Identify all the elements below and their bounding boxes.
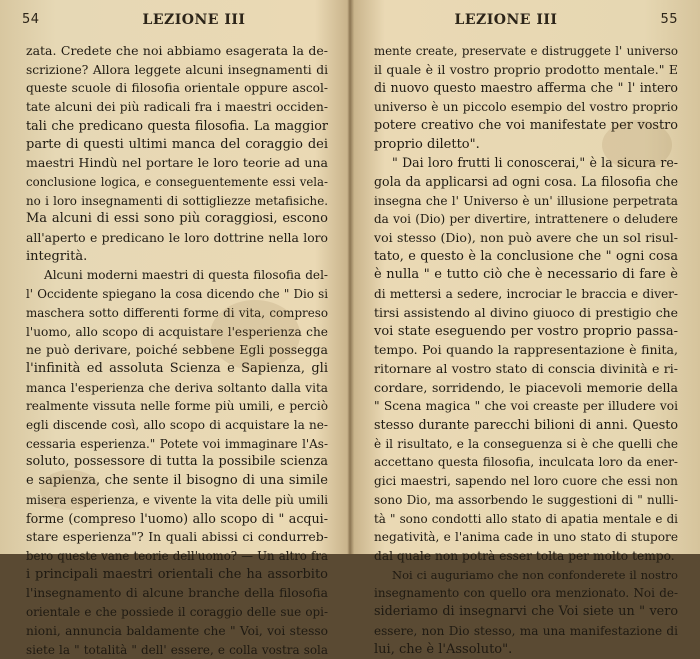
text-line: manca l'esperienza che deriva soltanto dalla vita xyxy=(26,379,328,398)
text-line: l' Occidente spiegano la cosa dicendo che " Dio si xyxy=(26,285,328,304)
text-line: no i loro insegnamenti di sottigliezze metafisiche. xyxy=(26,192,328,211)
text-line: negatività, e l'anima cade in uno stato di stupore xyxy=(374,528,678,547)
text-line: tempo. Poi quando la rappresentazione è finita, xyxy=(374,341,678,360)
text-line: conclusione logica, e conseguentemente essi vela- xyxy=(26,173,328,192)
left-running-head: LEZIONE III xyxy=(62,12,326,28)
text-line: essere, non Dio stesso, ma una manifestazione di xyxy=(374,622,678,641)
text-line: sideriamo di insegnarvi che Voi siete un " vero xyxy=(374,603,678,622)
text-line: " Dai loro frutti li conoscerai," è la sicura re- xyxy=(374,154,678,173)
text-line: maestri Hindù nel portare le loro teorie ad una xyxy=(26,154,328,173)
text-line: stesso durante parecchi bilioni di anni. Questo xyxy=(374,416,678,435)
text-line: è nulla " e tutto ciò che è necessario di fare è xyxy=(374,266,678,285)
text-line: è il risultato, e la conseguenza si è che quelli che xyxy=(374,435,678,454)
text-line: all'aperto e predicano le loro dottrine nella loro xyxy=(26,229,328,248)
text-line: stare esperienza"? In quali abissi ci condurreb- xyxy=(26,528,328,547)
text-line: voi state eseguendo per vostro proprio passa- xyxy=(374,323,678,342)
text-line: l'infinità ed assoluta Scienza e Sapienza, gli xyxy=(26,360,328,379)
text-line: di mettersi a sedere, incrociar le braccia e diver- xyxy=(374,285,678,304)
text-line: accettano questa filosofia, inculcata loro da ener- xyxy=(374,453,678,472)
text-line: maschera sotto differenti forme di vita, compreso xyxy=(26,304,328,323)
text-line: zata. Credete che noi abbiamo esagerata la de- xyxy=(26,42,328,61)
right-page-text xyxy=(374,42,678,659)
text-line: proprio diletto". xyxy=(374,136,678,155)
text-line: Ma alcuni di essi sono più coraggiosi, escono xyxy=(26,210,328,229)
text-line: dal quale non potrà esser tolta per molto tempo. xyxy=(374,547,678,566)
text-line: realmente vissuta nelle forme più umili, e perciò xyxy=(26,397,328,416)
text-line: cessaria esperienza." Potete voi immaginare l'As- xyxy=(26,435,328,454)
text-line: integrità. xyxy=(26,248,328,267)
text-line: scrizione? Allora leggete alcuni insegnamenti di xyxy=(26,61,328,80)
text-line: orientale e che possiede il coraggio delle sue opi- xyxy=(26,603,328,622)
text-line: gici maestri, sapendo nel loro cuore che essi non xyxy=(374,472,678,491)
text-line: cordare, sorridendo, le piacevoli memorie della xyxy=(374,379,678,398)
text-line: gola da applicarsi ad ogni cosa. La filosofia che xyxy=(374,173,678,192)
text-line: mente create, preservate e distruggete l' universo xyxy=(374,42,678,61)
text-line: bero queste vane teorie dell'uomo? — Un altro fra xyxy=(26,547,328,566)
right-page-header xyxy=(374,12,678,32)
text-line: voi stesso (Dio), non può avere che un sol risul- xyxy=(374,229,678,248)
left-page-header xyxy=(22,12,326,32)
right-page-number: 55 xyxy=(660,12,678,27)
text-line: egli discende così, allo scopo di acquistare la ne- xyxy=(26,416,328,435)
text-line: " Scena magica " che voi creaste per illudere voi xyxy=(374,397,678,416)
right-running-head: LEZIONE III xyxy=(374,12,638,28)
left-page-number: 54 xyxy=(22,12,40,27)
text-line: universo è un piccolo esempio del vostro proprio xyxy=(374,98,678,117)
text-line: i principali maestri orientali che ha assorbito xyxy=(26,566,328,585)
text-line: tato, e questo è la conclusione che " ogni cosa xyxy=(374,248,678,267)
text-line: soluto, possessore di tutta la possibile scienza xyxy=(26,453,328,472)
text-line: siete la " totalità " dell' essere, e colla vostra sola xyxy=(26,641,328,659)
text-line: il quale è il vostro proprio prodotto mentale." E xyxy=(374,61,678,80)
text-line: e sapienza, che sente il bisogno di una simile xyxy=(26,472,328,491)
text-line: insegna che l' Universo è un' illusione perpetrata xyxy=(374,192,678,211)
text-line: lui, che è l'Assoluto". xyxy=(374,641,678,659)
text-line: ne può derivare, poiché sebbene Egli possegga xyxy=(26,341,328,360)
text-line: tali che predicano questa filosofia. La maggior xyxy=(26,117,328,136)
text-line: parte di questi ultimi manca del coraggio dei xyxy=(26,136,328,155)
text-line: potere creativo che voi manifestate per vostro xyxy=(374,117,678,136)
right-page xyxy=(352,0,700,554)
text-line: insegnamento con quello ora menzionato. Noi de- xyxy=(374,584,678,603)
text-line: l'insegnamento di alcune branche della filosofia xyxy=(26,584,328,603)
text-line: sono Dio, ma assorbendo le suggestioni di " nulli- xyxy=(374,491,678,510)
text-line: ritornare al vostro stato di conscia divinità e ri- xyxy=(374,360,678,379)
left-page xyxy=(0,0,348,554)
text-line: Noi ci auguriamo che non confonderete il nostro xyxy=(374,566,678,585)
text-line: l'uomo, allo scopo di acquistare l'esperienza che xyxy=(26,323,328,342)
text-line: tate alcuni dei più radicali fra i maestri occiden- xyxy=(26,98,328,117)
text-line: forme (compreso l'uomo) allo scopo di " acqui- xyxy=(26,510,328,529)
text-line: queste scuole di filosofia orientale oppure ascol- xyxy=(26,79,328,98)
text-line: nioni, annuncia baldamente che " Voi, voi stesso xyxy=(26,622,328,641)
left-page-text xyxy=(26,42,328,659)
text-line: tà " sono condotti allo stato di apatia mentale e di xyxy=(374,510,678,529)
text-line: tirsi assistendo al divino giuoco di prestigio che xyxy=(374,304,678,323)
text-line: da voi (Dio) per divertire, intrattenere o deludere xyxy=(374,210,678,229)
text-line: misera esperienza, e vivente la vita delle più umili xyxy=(26,491,328,510)
text-line: Alcuni moderni maestri di questa filosofia del- xyxy=(26,266,328,285)
text-line: di nuovo questo maestro afferma che " l' intero xyxy=(374,79,678,98)
